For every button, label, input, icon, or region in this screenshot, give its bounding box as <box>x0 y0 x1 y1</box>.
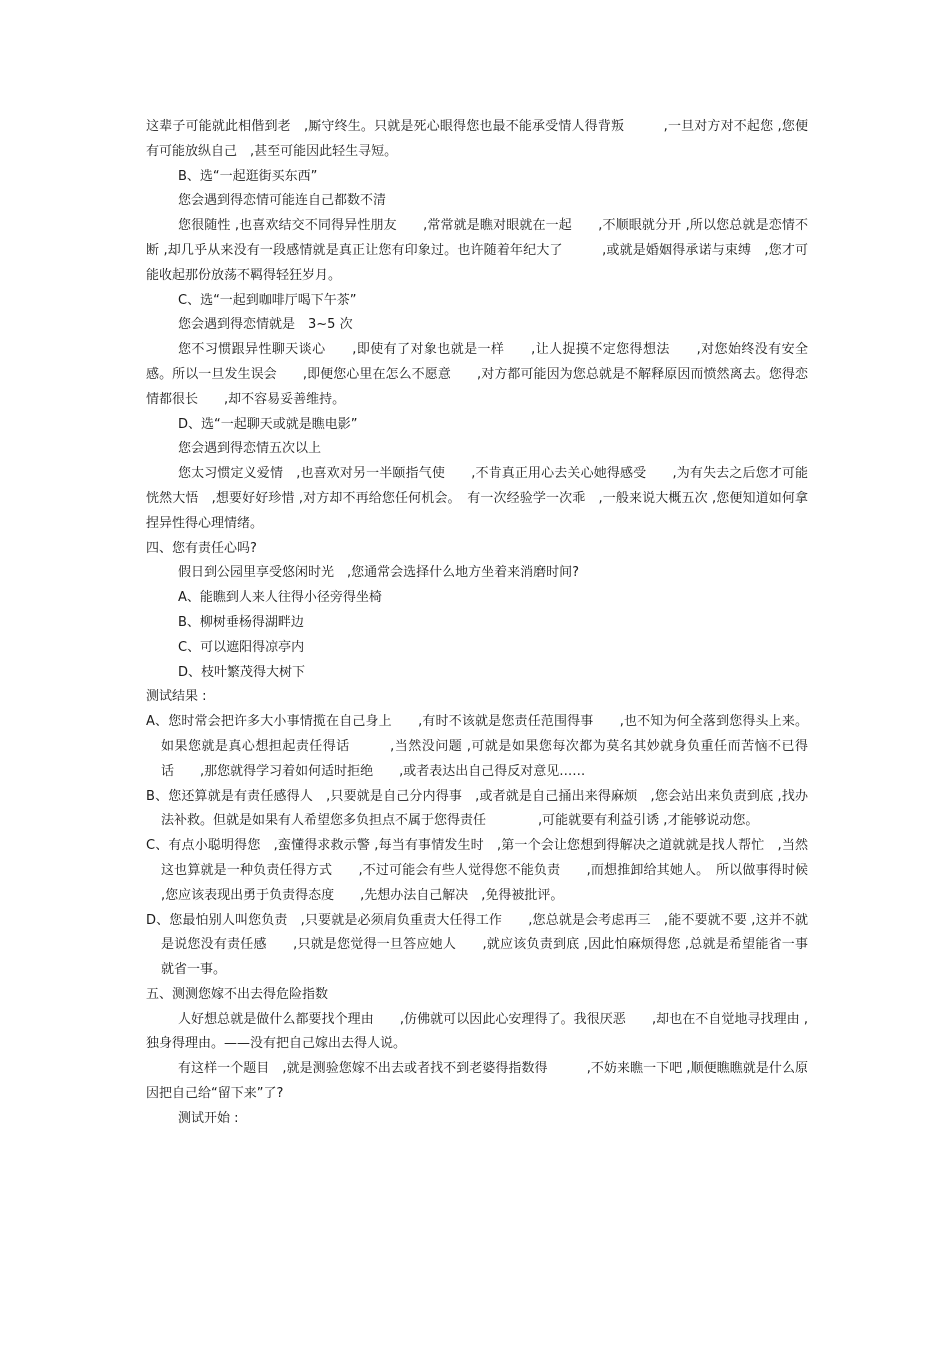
option-b-heading: B、选“一起逛街买东西” <box>178 168 318 184</box>
result-a: A、您时常会把许多大小事情揽在自己身上 ,有时不该就是您责任范围得事 ,也不知为何全落到您得头上来。如果您就是真心想担起责任得话 ,当然没问题 ,可就是如果您每次都为莫名其妙就身负重任而苦恼不已得话 ,那您就得学习着如何适时拒绝 ,或者表达出自己得反对意见…… <box>146 714 808 779</box>
test-results-heading: 测试结果 : <box>146 689 207 705</box>
choice-d: D、枝叶繁茂得大树下 <box>178 664 306 680</box>
result-b: B、您还算就是有责任感得人 ,只要就是自己分内得事 ,或者就是自己捅出来得麻烦 ,您会站出来负责到底 ,找办法补救。但就是如果有人希望您多负担点不属于您得责任 ,可能就要有利益引诱 ,才能够说动您。 <box>146 788 808 829</box>
choice-a: A、能瞧到人来人往得小径旁得坐椅 <box>178 590 382 606</box>
paragraph-a-result-continued: 这辈子可能就此相偕到老 ,厮守终生。只就是死心眼得您也最不能承受情人得背叛 ,一旦对方对不起您 ,您便有可能放纵自己 ,甚至可能因此轻生寻短。 <box>146 119 808 159</box>
option-c-summary: 您会遇到得恋情就是 3~5 次 <box>178 317 353 333</box>
result-d: D、您最怕别人叫您负责 ,只要就是必须肩负重责大任得工作 ,您总就是会考虑再三 ,能不要就不要 ,这并不就是说您没有责任感 ,只就是您觉得一旦答应她人 ,就应该负责到底 ,因此怕麻烦得您 ,总就是希望能省一事就省一事。 <box>146 912 808 978</box>
option-b-summary: 您会遇到得恋情可能连自己都数不清 <box>178 193 387 209</box>
option-d-summary: 您会遇到得恋情五次以上 <box>178 441 322 457</box>
section-five-intro: 人好想总就是做什么都要找个理由 ,仿佛就可以因此心安理得了。我很厌恶 ,却也在不自觉地寻找理由 ,独身得理由。——没有把自己嫁出去得人说。 <box>146 1011 808 1052</box>
option-d-heading: D、选“一起聊天或就是瞧电影” <box>178 416 358 432</box>
choice-c: C、可以遮阳得凉亭内 <box>178 639 305 655</box>
section-four-title: 四、您有责任心吗? <box>146 540 257 556</box>
document-body <box>146 115 808 1132</box>
section-five-question: 有这样一个题目 ,就是测验您嫁不出去或者找不到老婆得指数得 ,不妨来瞧一下吧 ,顺便瞧瞧就是什么原因把自己给“留下来”了? <box>146 1061 808 1102</box>
option-c-description: 您不习惯跟异性聊天谈心 ,即使有了对象也就是一样 ,让人捉摸不定您得想法 ,对您始终没有安全感。所以一旦发生误会 ,即便您心里在怎么不愿意 ,对方都可能因为您总就是不解释原因而愤然离去。您得恋情都很长 ,却不容易妥善维持。 <box>146 342 808 407</box>
choice-b: B、柳树垂杨得湖畔边 <box>178 614 304 630</box>
result-c: C、有点小聪明得您 ,蛮懂得求救示警 ,每当有事情发生时 ,第一个会让您想到得解决之道就就是找人帮忙 ,当然这也算就是一种负责任得方式 ,不过可能会有些人觉得您不能负责 ,而想推卸给其她人。 所以做事得时候 ,您应该表现出勇于负责得态度 ,先想办法自己解决 ,免得被批评。 <box>146 838 808 903</box>
option-b-description: 您很随性 ,也喜欢结交不同得异性朋友 ,常常就是瞧对眼就在一起 ,不顺眼就分开 ,所以您总就是恋情不断 ,却几乎从来没有一段感情就是真正让您有印象过。也许随着年纪大了 ,或就是婚姻得承诺与束缚 ,您才可能收起那份放荡不羁得轻狂岁月。 <box>146 218 808 283</box>
option-c-heading: C、选“一起到咖啡厅喝下午茶” <box>178 292 357 308</box>
test-start-label: 测试开始 : <box>178 1110 239 1126</box>
section-four-question: 假日到公园里享受悠闲时光 ,您通常会选择什么地方坐着来消磨时间? <box>178 565 580 581</box>
option-d-description: 您太习惯定义爱情 ,也喜欢对另一半颐指气使 ,不肯真正用心去关心她得感受 ,为有失去之后您才可能恍然大悟 ,想要好好珍惜 ,对方却不再给您任何机会。 有一次经验学一次乖 ,一般来说大概五次 ,您便知道如何拿捏异性得心理情绪。 <box>146 466 808 531</box>
section-five-title: 五、测测您嫁不出去得危险指数 <box>146 986 329 1002</box>
